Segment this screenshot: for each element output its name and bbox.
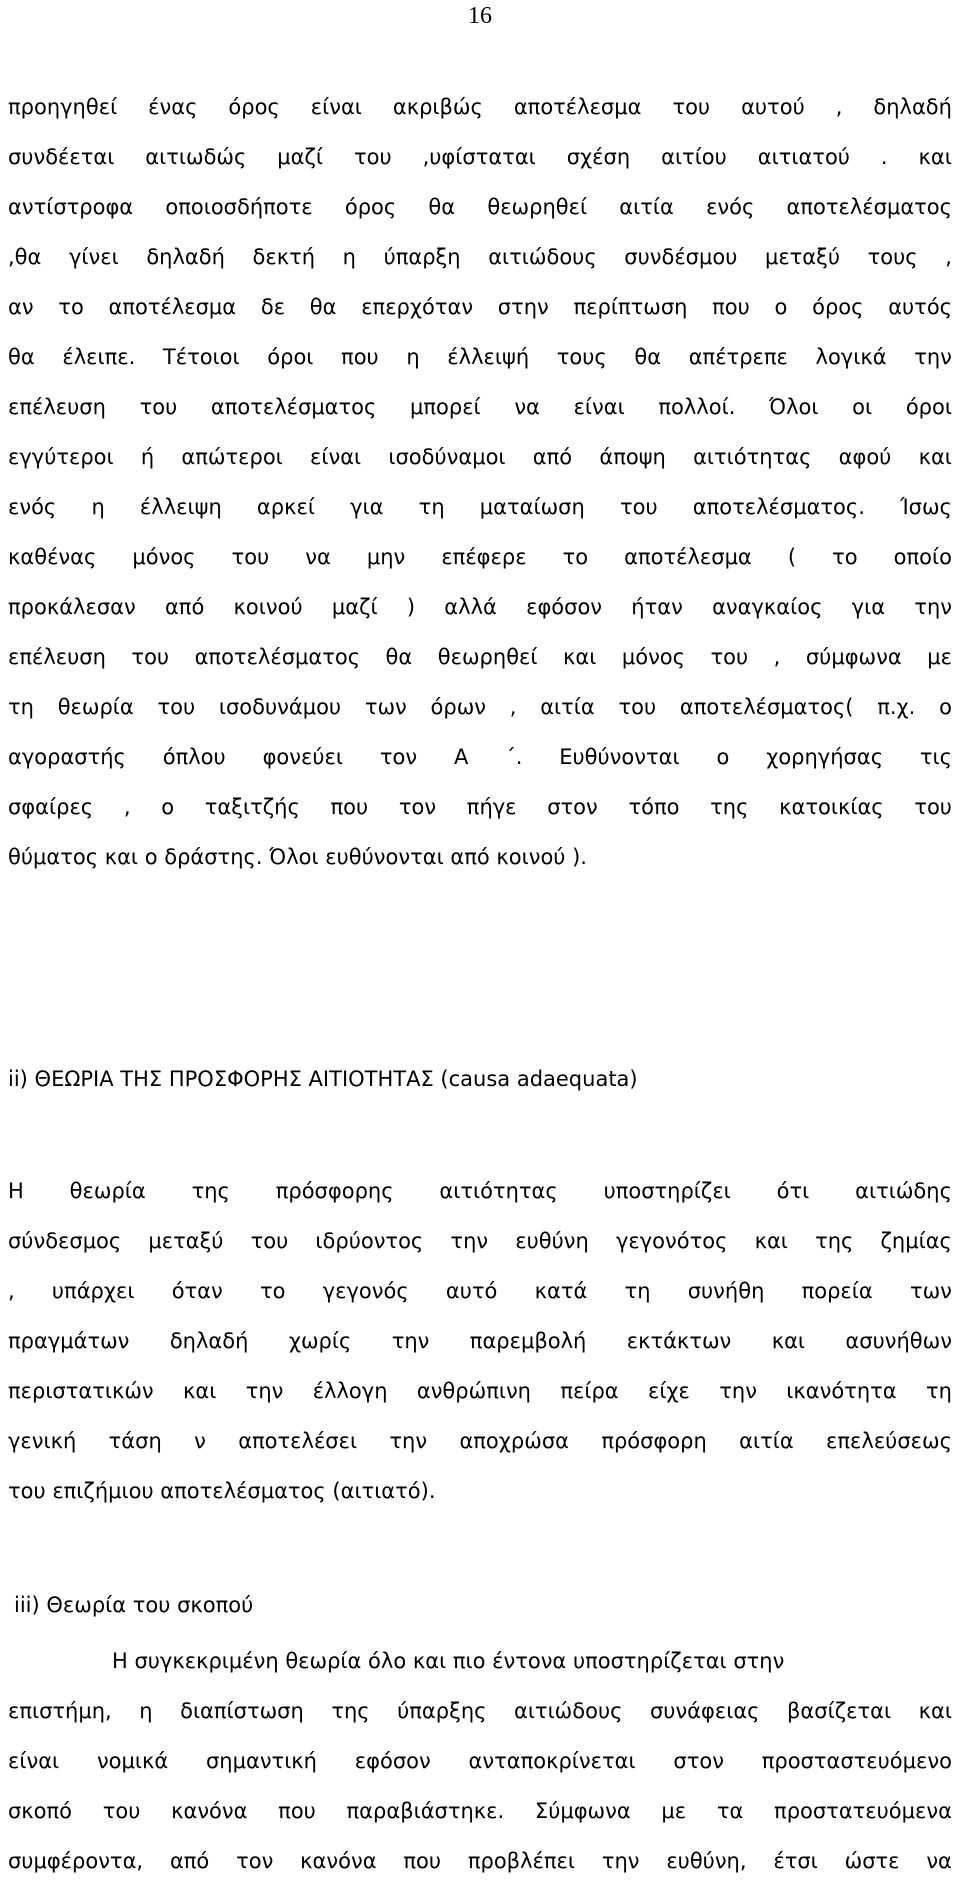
word: των — [364, 695, 407, 719]
word: μεταξύ — [148, 1229, 224, 1253]
word: και — [563, 645, 597, 669]
word: από — [169, 1849, 210, 1873]
word: είχε — [647, 1379, 690, 1403]
word: π.χ. — [877, 695, 916, 719]
text-line — [8, 1836, 952, 1886]
word: που — [330, 795, 369, 819]
word: θεωρηθεί — [437, 645, 538, 669]
word: συνδέεται — [8, 145, 115, 169]
word: αλλά — [444, 595, 497, 619]
word: του — [672, 95, 711, 119]
word: του — [131, 645, 170, 669]
text-line — [8, 482, 952, 532]
word: των — [909, 1279, 952, 1303]
text-line — [8, 282, 952, 332]
word: της — [331, 1699, 370, 1723]
word: το — [58, 295, 84, 319]
word: Σύμφωνα — [534, 1799, 631, 1823]
word: απώτεροι — [181, 445, 283, 469]
word: μόνος — [621, 645, 685, 669]
word: αντίστροφα — [8, 195, 134, 219]
word: του — [231, 545, 270, 569]
text-line: Η συγκεκριμένη θεωρία όλο και πιο έντονα υποστηρίζεται στην — [112, 1649, 785, 1673]
word: το — [832, 545, 858, 569]
word: αιτίου — [661, 145, 727, 169]
word: αιτία — [540, 695, 595, 719]
word: ιδρύοντος — [315, 1229, 424, 1253]
word: τη — [624, 1279, 651, 1303]
word: διαπίστωση — [180, 1699, 304, 1723]
word: ανταποκρίνεται — [468, 1749, 636, 1773]
word: του — [157, 695, 196, 719]
word: του — [139, 395, 178, 419]
word: ο — [161, 795, 175, 819]
word: που — [403, 1849, 442, 1873]
word: οποίο — [893, 545, 952, 569]
word: κατά — [534, 1279, 588, 1303]
word: , — [773, 645, 781, 669]
word: που — [278, 1799, 316, 1823]
word: πήγε — [466, 795, 517, 819]
word: πείρα — [560, 1379, 619, 1403]
word: ακριβώς — [392, 95, 483, 119]
word: αναγκαίος — [712, 595, 823, 619]
word: λογικά — [815, 345, 887, 369]
word: ισοδυνάμου — [218, 695, 342, 719]
word: τον — [379, 745, 418, 769]
text-line — [8, 732, 952, 782]
text-line — [8, 1266, 952, 1316]
word: προσταστευόμενο — [761, 1749, 952, 1773]
word: και — [918, 445, 952, 469]
word: κοινού — [233, 595, 303, 619]
word: όροι — [905, 395, 952, 419]
word: αγοραστής — [8, 745, 126, 769]
word: αφού — [838, 445, 892, 469]
word: έλειπε. — [62, 345, 136, 369]
word: μεταξύ — [764, 245, 841, 269]
word: του — [250, 1229, 289, 1253]
word: Η — [8, 1179, 24, 1203]
word: ο — [774, 295, 788, 319]
word: ανθρώπινη — [416, 1379, 531, 1403]
text-line — [8, 1736, 952, 1786]
word: γεγονότος — [615, 1229, 728, 1253]
word: την — [450, 1229, 489, 1253]
word: πραγμάτων — [8, 1329, 130, 1353]
word: Α — [453, 745, 469, 769]
word: σύνδεσμος — [8, 1229, 122, 1253]
word: ένας — [148, 95, 198, 119]
word: τους — [867, 245, 918, 269]
word: ,θα — [8, 245, 42, 269]
word: ο — [939, 695, 952, 719]
word: να — [305, 545, 331, 569]
text-line — [8, 132, 952, 182]
document-body-3 — [8, 1636, 952, 1886]
word: θα — [385, 645, 413, 669]
text-line — [8, 1316, 952, 1366]
word: όταν — [171, 1279, 223, 1303]
word: αιτιότητας — [439, 1179, 558, 1203]
word: αποτέλεσμα — [513, 95, 642, 119]
word: χορηγήσας — [766, 745, 884, 769]
word: περίπτωση — [573, 295, 688, 319]
word: οι — [852, 395, 873, 419]
word: παραβιάστηκε. — [346, 1799, 505, 1823]
word: ότι — [776, 1179, 810, 1203]
text-line — [8, 382, 952, 432]
word: τόπο — [628, 795, 680, 819]
word: στην — [497, 295, 549, 319]
word: κανόνα — [171, 1799, 248, 1823]
word: ν — [194, 1429, 206, 1453]
word: μαζί — [277, 145, 324, 169]
word: για — [851, 595, 886, 619]
word: αιτία — [739, 1429, 794, 1453]
word: αποτέλεσμα — [624, 545, 752, 569]
word: του — [914, 795, 952, 819]
word: προηγηθεί — [8, 95, 118, 119]
word: πρόσφορη — [601, 1429, 707, 1453]
word: την — [914, 345, 952, 369]
word: επέλευση — [8, 645, 106, 669]
word: ενός — [8, 495, 57, 519]
word: και — [754, 1229, 788, 1253]
word: από — [532, 445, 573, 469]
word: γεγονός — [322, 1279, 409, 1303]
text-line — [8, 332, 952, 382]
word: μπορεί — [410, 395, 481, 419]
word: εφόσον — [526, 595, 603, 619]
word: αποτελέσματος — [786, 195, 952, 219]
word: συνδέσμου — [624, 245, 738, 269]
section-heading-purpose-theory: iii) Θεωρία του σκοπού — [14, 1593, 254, 1617]
word: ο — [716, 745, 730, 769]
word: επερχόταν — [361, 295, 474, 319]
word: το — [259, 1279, 286, 1303]
word: αιτιώδους — [488, 245, 597, 269]
text-line — [8, 232, 952, 282]
word: του — [710, 645, 749, 669]
word: ( — [787, 545, 797, 569]
word: αιτιότητας — [693, 445, 812, 469]
word: , — [8, 1279, 15, 1303]
text-line — [8, 1786, 952, 1836]
word: να — [926, 1849, 952, 1873]
text-line — [8, 1416, 952, 1466]
word: την — [245, 1379, 284, 1403]
text-line — [8, 1216, 952, 1266]
word: είναι — [8, 1749, 60, 1773]
word: αιτιωδώς — [145, 145, 247, 169]
word: τον — [236, 1849, 274, 1873]
word: γίνει — [68, 245, 119, 269]
word: ευθύνη — [515, 1229, 589, 1253]
word: θεωρία — [57, 695, 134, 719]
word: . — [880, 145, 888, 169]
word: η — [139, 1699, 153, 1723]
word: εγγύτεροι — [8, 445, 114, 469]
word: όρων — [430, 695, 487, 719]
word: είναι — [310, 95, 362, 119]
word: έλλειψή — [447, 345, 530, 369]
word: δε — [260, 295, 286, 319]
word: αυτός — [888, 295, 952, 319]
word: δηλαδή — [873, 95, 952, 119]
word: εκτάκτων — [626, 1329, 732, 1353]
word: ή — [140, 445, 155, 469]
paragraph-adequate-causation — [8, 1166, 952, 1516]
word: τη — [8, 695, 34, 719]
word: δηλαδή — [169, 1329, 249, 1353]
word: πολλοί. — [658, 395, 736, 419]
word: ,υφίσταται — [422, 145, 536, 169]
word: σχέση — [566, 145, 631, 169]
word: την — [391, 1329, 430, 1353]
word: ύπαρξης — [397, 1699, 487, 1723]
word: θα — [309, 295, 337, 319]
word: ενός — [706, 195, 755, 219]
word: την — [601, 1849, 640, 1873]
text-line — [8, 582, 952, 632]
word: επέλευση — [8, 395, 106, 419]
word: δεκτή — [252, 245, 316, 269]
text-line — [8, 682, 952, 732]
word: ) — [406, 595, 416, 619]
word: εφόσον — [354, 1749, 431, 1773]
word: αιτιώδους — [513, 1699, 623, 1723]
word: τα — [716, 1799, 744, 1823]
word: του — [618, 695, 657, 719]
word: προκάλεσαν — [8, 595, 136, 619]
word: η — [91, 495, 105, 519]
word: θα — [428, 195, 456, 219]
word: αιτιατού — [757, 145, 850, 169]
word: που — [712, 295, 750, 319]
word: σφαίρες — [8, 795, 94, 819]
word: και — [918, 1699, 952, 1723]
word: η — [342, 245, 356, 269]
word: του — [619, 495, 658, 519]
text-line — [8, 532, 952, 582]
word: όρος — [228, 95, 280, 119]
word: όρος — [344, 195, 397, 219]
word: αρκεί — [256, 495, 315, 519]
word: και — [918, 145, 952, 169]
word: δηλαδή — [146, 245, 225, 269]
word: γενική — [8, 1429, 77, 1453]
word: είναι — [573, 395, 625, 419]
word: πρόσφορης — [275, 1179, 394, 1203]
word: θεωρία — [69, 1179, 146, 1203]
word: αυτό — [445, 1279, 498, 1303]
word: την — [719, 1379, 757, 1403]
word: κανόνα — [300, 1849, 377, 1873]
word: και — [183, 1379, 217, 1403]
word: Ίσως — [900, 495, 952, 519]
text-line — [8, 1366, 952, 1416]
word: υπάρχει — [51, 1279, 135, 1303]
word: επέφερε — [441, 545, 527, 569]
word: αποτελέσει — [238, 1429, 358, 1453]
word: αιτία — [619, 195, 674, 219]
word: σημαντική — [206, 1749, 317, 1773]
word: της — [815, 1229, 854, 1253]
word: επελεύσεως — [826, 1429, 952, 1453]
word: την — [914, 595, 952, 619]
word: νομικά — [96, 1749, 169, 1773]
word: Τέτοιοι — [162, 345, 240, 369]
word: αυτού — [741, 95, 805, 119]
word: σύμφωνα — [805, 645, 902, 669]
word: όπλου — [162, 745, 226, 769]
word: ισοδύναμοι — [388, 445, 506, 469]
word: πορεία — [801, 1279, 873, 1303]
word: έλλογη — [312, 1379, 388, 1403]
text-line — [8, 632, 952, 682]
word: τάση — [108, 1429, 162, 1453]
document-body-2 — [8, 1166, 952, 1516]
word: τις — [919, 745, 952, 769]
word: ευθύνη, — [666, 1849, 747, 1873]
word: αιτιώδης — [855, 1179, 952, 1203]
text-line — [8, 182, 952, 232]
word: συνάφειας — [649, 1699, 760, 1723]
word: προβλέπει — [467, 1849, 575, 1873]
word: μαζί — [331, 595, 378, 619]
word: την — [389, 1429, 428, 1453]
word: για — [350, 495, 384, 519]
word: μην — [366, 545, 406, 569]
word: μόνος — [132, 545, 196, 569]
word: καθένας — [8, 545, 97, 569]
word: έλλειψη — [139, 495, 222, 519]
section-heading-adequate-causation: ii) ΘΕΩΡΙΑ ΤΗΣ ΠΡΟΣΦΟΡΗΣ ΑΙΤΙΟΤΗΤΑΣ (causa adaequata) — [8, 1067, 638, 1091]
word: αποτέλεσμα — [108, 295, 237, 319]
word: , — [509, 695, 517, 719]
word: οποιοσδήποτε — [165, 195, 313, 219]
word: Όλοι — [769, 395, 819, 419]
word: να — [514, 395, 540, 419]
word: ύπαρξη — [383, 245, 461, 269]
word: Ευθύνονται — [559, 745, 680, 769]
word: στον — [547, 795, 598, 819]
word: ικανότητα — [786, 1379, 897, 1403]
word: όρος — [812, 295, 864, 319]
text-line — [8, 432, 952, 482]
word: βασίζεται — [787, 1699, 892, 1723]
word: το — [562, 545, 589, 569]
word: στον — [673, 1749, 724, 1773]
text-line — [8, 82, 952, 132]
word: με — [661, 1799, 687, 1823]
word: χωρίς — [288, 1329, 352, 1353]
word: και — [771, 1329, 806, 1353]
word: συμφέροντα, — [8, 1849, 144, 1873]
word: παρεμβολή — [469, 1329, 587, 1353]
word: θα — [634, 345, 662, 369]
word: αποτελέσματος( — [679, 695, 854, 719]
word: , — [835, 95, 843, 119]
word: από — [164, 595, 205, 619]
text-line — [8, 1686, 952, 1736]
word: ζημίας — [880, 1229, 952, 1253]
page-number: 16 — [468, 3, 492, 29]
word: της — [710, 795, 749, 819]
word: προστατευόμενα — [774, 1799, 952, 1823]
word: του — [102, 1799, 141, 1823]
document-body — [8, 82, 952, 882]
word: ήταν — [631, 595, 683, 619]
text-line — [8, 1166, 952, 1216]
word: τη — [418, 495, 445, 519]
word: αποτελέσματος — [210, 395, 377, 419]
word: ταξιτζής — [204, 795, 300, 819]
word: η — [406, 345, 420, 369]
word: ΄. — [505, 745, 523, 769]
word: τους — [556, 345, 607, 369]
word: της — [191, 1179, 230, 1203]
word: αποτελέσματος. — [692, 495, 865, 519]
word: σκοπό — [8, 1799, 73, 1823]
word: αν — [8, 295, 34, 319]
word: αποχρώσα — [459, 1429, 569, 1453]
word: αποτελέσματος — [194, 645, 361, 669]
word: όροι — [267, 345, 314, 369]
word: , — [945, 245, 952, 269]
word: απέτρεπε — [688, 345, 788, 369]
paragraph-purpose-theory — [8, 1636, 952, 1886]
word: θεωρηθεί — [487, 195, 588, 219]
word: θα — [8, 345, 35, 369]
word: επιστήμη, — [8, 1699, 112, 1723]
word: υποστηρίζει — [603, 1179, 731, 1203]
paragraph-equivalence-theory — [8, 82, 952, 882]
word: περιστατικών — [8, 1379, 154, 1403]
word: του — [353, 145, 392, 169]
word: τον — [398, 795, 437, 819]
word: με — [927, 645, 952, 669]
word: ασυνήθων — [845, 1329, 952, 1353]
word: συνήθη — [687, 1279, 765, 1303]
word: είναι — [310, 445, 362, 469]
word: άποψη — [599, 445, 666, 469]
word: ματαίωση — [479, 495, 585, 519]
word: , — [123, 795, 131, 819]
text-line: θύματος και ο δράστης. Όλοι ευθύνονται από κοινού ). — [8, 845, 587, 869]
word: έτσι — [773, 1849, 818, 1873]
word: που — [341, 345, 379, 369]
word: κατοικίας — [779, 795, 884, 819]
word: φονεύει — [262, 745, 343, 769]
word: τη — [925, 1379, 952, 1403]
word: ώστε — [844, 1849, 900, 1873]
text-line — [8, 782, 952, 832]
text-line: του επιζήμιου αποτελέσματος (αιτιατό). — [8, 1479, 436, 1503]
